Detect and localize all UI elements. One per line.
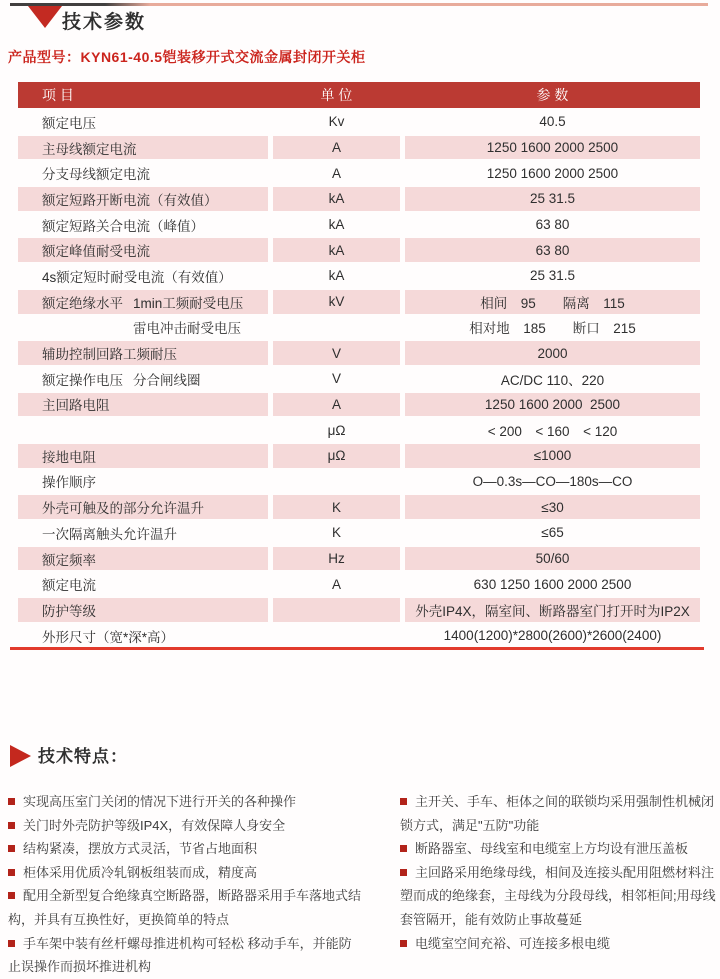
table-bottom-divider: [10, 647, 704, 650]
param-cell: < 200 < 160 < 120: [487, 424, 618, 440]
item-sub-label: 雷电冲击耐受电压: [133, 321, 241, 337]
param-cell: 1250 1600 2000 2500: [405, 393, 700, 417]
param-cell: 40.5: [539, 114, 566, 130]
unit-cell: A: [331, 576, 341, 592]
item-label: 外壳可触及的部分允许温升: [42, 501, 204, 517]
param-cell: ≤65: [541, 525, 564, 541]
column-header-unit: 单 位: [320, 87, 353, 103]
bullet-square-icon: [8, 940, 15, 947]
item-cell: [18, 367, 268, 391]
item-cell: [18, 161, 268, 185]
item-label: 额定操作电压: [42, 372, 123, 388]
table-row: [18, 444, 700, 468]
bullet-square-icon: [8, 892, 15, 899]
item-label: 辅助控制回路工频耐压: [42, 347, 177, 363]
item-label: 外形尺寸（宽*深*高）: [42, 629, 175, 645]
section-triangle-down-icon: [28, 6, 62, 28]
features-left-column: [8, 790, 364, 979]
feature-item: 断路器室、母线室和电缆室上方均设有泄压盖板: [400, 837, 716, 861]
bullet-square-icon: [8, 845, 15, 852]
table-body: [18, 110, 700, 647]
table-row: [18, 290, 700, 314]
item-cell: [18, 444, 268, 468]
item-cell: [18, 547, 268, 571]
table-row: [18, 213, 700, 237]
table-row: [18, 418, 700, 442]
item-cell: [18, 521, 268, 545]
item-sub-label: 分合闸线圈: [133, 372, 201, 388]
table-row: [18, 521, 700, 545]
features-right-column: [400, 790, 716, 955]
bullet-square-icon: [8, 822, 15, 829]
item-label: 分支母线额定电流: [42, 167, 150, 183]
param-cell: 50/60: [405, 547, 700, 571]
param-cell: 1250 1600 2000 2500: [486, 165, 619, 181]
table-row: [18, 136, 700, 160]
table-row: [18, 624, 700, 648]
unit-cell: A: [273, 393, 400, 417]
param-cell: AC/DC 110、220: [500, 372, 605, 388]
table-row: [18, 470, 700, 494]
param-cell: 1400(1200)*2800(2600)*2600(2400): [443, 628, 662, 644]
item-cell: [18, 187, 268, 211]
unit-cell: K: [273, 495, 400, 519]
unit-cell: V: [273, 341, 400, 365]
table-row: [18, 393, 700, 417]
table-header-row: [18, 82, 700, 108]
unit-cell: kA: [328, 217, 345, 233]
item-cell: [18, 264, 268, 288]
item-label: 接地电阻: [42, 449, 96, 465]
item-cell: [18, 136, 268, 160]
spec-table: [18, 82, 700, 647]
item-label: 操作顺序: [42, 475, 96, 491]
param-cell: 相对地 185 断口 215: [469, 321, 636, 337]
item-cell: [18, 290, 268, 314]
feature-item: 主开关、手车、柜体之间的联锁均采用强制性机械闭锁方式，满足"五防"功能: [400, 794, 715, 833]
item-cell: [18, 393, 268, 417]
param-cell: 1250 1600 2000 2500: [405, 136, 700, 160]
param-cell: 630 1250 1600 2000 2500: [473, 576, 632, 592]
item-label: 主回路电阻: [42, 398, 110, 414]
unit-cell: kA: [273, 238, 400, 262]
unit-cell: [273, 316, 400, 340]
item-label: 额定电流: [42, 578, 96, 594]
unit-cell: K: [331, 525, 341, 541]
feature-item: 关门时外壳防护等级IP4X，有效保障人身安全: [8, 814, 364, 838]
unit-cell: kA: [273, 187, 400, 211]
table-row: [18, 367, 700, 391]
param-cell: 外壳IP4X，隔室间、断路器室门打开时为IP2X: [405, 598, 700, 622]
column-header-param: 参 数: [536, 87, 569, 103]
product-model-label: 产品型号：KYN61-40.5铠装移开式交流金属封闭开关柜: [8, 49, 366, 65]
item-cell: [18, 213, 268, 237]
table-row: [18, 572, 700, 596]
bullet-square-icon: [400, 845, 407, 852]
table-row: [18, 316, 700, 340]
item-cell: [18, 495, 268, 519]
item-cell: [18, 341, 268, 365]
unit-cell: V: [331, 371, 341, 387]
table-row: [18, 187, 700, 211]
unit-cell: Kv: [328, 114, 345, 130]
item-cell: [18, 470, 268, 494]
bullet-square-icon: [400, 869, 407, 876]
feature-item: 实现高压室门关闭的情况下进行开关的各种操作: [8, 790, 364, 814]
feature-item: 柜体采用优质冷轧钢板组装而成，精度高: [8, 861, 364, 885]
feature-item: 结构紧凑，摆放方式灵活，节省占地面积: [8, 837, 364, 861]
item-label: 额定短路开断电流（有效值）: [42, 192, 218, 208]
param-cell: 63 80: [535, 217, 570, 233]
table-row: [18, 547, 700, 571]
unit-cell: μΩ: [327, 422, 346, 438]
unit-cell: kA: [328, 268, 345, 284]
top-divider: [10, 3, 708, 6]
param-cell: 相间 95 隔离 115: [405, 290, 700, 314]
table-row: [18, 110, 700, 134]
param-cell: 63 80: [405, 238, 700, 262]
item-cell: [18, 572, 268, 596]
table-row: [18, 495, 700, 519]
feature-item: 主回路采用绝缘母线，相间及连接头配用阻燃材料注塑而成的绝缘套，主母线为分段母线，相邻柜间;用母线套管隔开，能有效防止事故蔓延: [400, 864, 716, 927]
unit-cell: [273, 470, 400, 494]
item-cell: [18, 598, 268, 622]
param-cell: ≤1000: [405, 444, 700, 468]
feature-item: 电缆室空间充裕、可连接多根电缆: [400, 932, 716, 956]
item-sub-label: 1min工频耐受电压: [133, 295, 244, 311]
unit-cell: [273, 624, 400, 648]
item-label: 4s额定短时耐受电流（有效值）: [42, 269, 232, 285]
item-label: 额定频率: [42, 552, 96, 568]
table-row: [18, 341, 700, 365]
item-label: 额定电压: [42, 115, 96, 131]
item-cell: [18, 110, 268, 134]
unit-cell: A: [273, 136, 400, 160]
bullet-square-icon: [8, 798, 15, 805]
item-cell: [18, 238, 268, 262]
bullet-square-icon: [8, 869, 15, 876]
item-cell: [18, 418, 268, 442]
param-cell: 25 31.5: [529, 268, 576, 284]
table-row: [18, 161, 700, 185]
column-header-item: 项 目: [42, 87, 74, 103]
unit-cell: kV: [273, 290, 400, 314]
param-cell: 2000: [405, 341, 700, 365]
unit-cell: A: [331, 165, 341, 181]
page-title: 技术参数: [62, 12, 147, 33]
item-label: 一次隔离触头允许温升: [42, 526, 177, 542]
bullet-square-icon: [400, 940, 407, 947]
item-label: 额定短路关合电流（峰值）: [42, 218, 204, 234]
item-cell: [18, 316, 268, 340]
unit-cell: μΩ: [273, 444, 400, 468]
unit-cell: [273, 598, 400, 622]
feature-item: 手车架中装有丝杆螺母推进机构可轻松 移动手车，并能防止误操作而损坏推进机构: [8, 935, 352, 975]
item-label: 防护等级: [42, 603, 96, 619]
param-cell: 25 31.5: [405, 187, 700, 211]
item-label: 额定峰值耐受电流: [42, 244, 150, 260]
unit-cell: Hz: [273, 547, 400, 571]
item-cell: [18, 624, 268, 648]
table-row: [18, 598, 700, 622]
table-row: [18, 264, 700, 288]
param-cell: O—0.3s—CO—180s—CO: [472, 473, 633, 489]
table-row: [18, 238, 700, 262]
features-title: 技术特点：: [38, 747, 128, 766]
item-label: 主母线额定电流: [42, 141, 137, 157]
features-triangle-right-icon: [10, 745, 31, 767]
bullet-square-icon: [400, 798, 407, 805]
param-cell: ≤30: [405, 495, 700, 519]
item-label: 额定绝缘水平: [42, 295, 123, 311]
feature-item: 配用全新型复合绝缘真空断路器，断路器采用手车落地式结构，并具有互换性好，更换简单的特点: [8, 888, 362, 927]
